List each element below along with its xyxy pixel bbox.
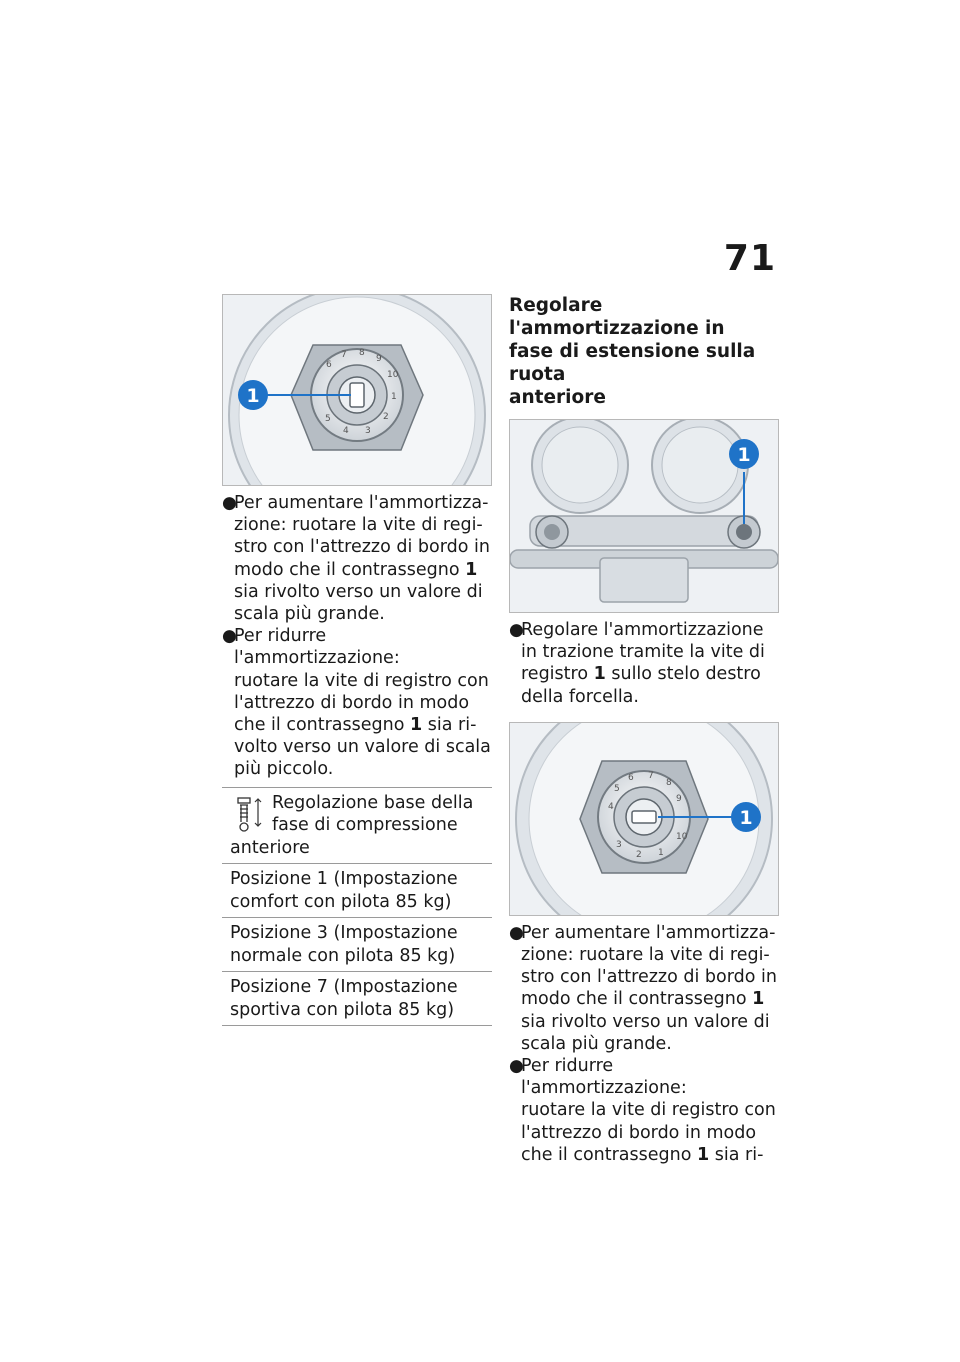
dial-number: 2 — [383, 412, 389, 422]
table-header-line: Regolazione base della — [272, 792, 474, 813]
text-line: stro con l'attrezzo di bordo in — [234, 537, 490, 558]
reference-number: 1 — [752, 989, 765, 1010]
figure-compression-adjuster — [222, 294, 492, 486]
right-column — [509, 294, 779, 1166]
text-line: sia ri- — [422, 715, 477, 736]
text-line: volto verso un valore di scala — [234, 737, 491, 758]
dial-number: 9 — [676, 793, 682, 804]
table-header — [222, 787, 492, 864]
compression-adjuster-illustration — [223, 295, 491, 485]
dial-number: 3 — [616, 839, 622, 850]
dial-number: 7 — [341, 350, 347, 360]
handlebar-fork-illustration — [510, 420, 778, 612]
rebound-adjuster-illustration — [510, 723, 778, 915]
section-heading: Regolare l'ammortizzazione in fase di estensione sulla ruota anteriore — [509, 295, 756, 408]
reference-number: 1 — [410, 715, 423, 736]
right-bottom-bullet-list — [509, 922, 779, 1166]
text-line: scala più grande. — [234, 604, 385, 625]
dial-number: 5 — [614, 783, 620, 794]
dial-number: 8 — [359, 348, 365, 358]
bullet-dot-icon: ● — [222, 493, 237, 513]
table-header-line: fase di compressione — [272, 815, 458, 836]
text-line: l'attrezzo di bordo in modo — [234, 692, 470, 713]
list-item: ● Regolare l'ammortizzazione in trazione tramite la vite di registro 1 sullo stelo destro della forcella. — [509, 620, 765, 707]
right-top-bullet-list — [509, 619, 779, 708]
dial-number: 9 — [376, 354, 382, 364]
list-item — [222, 492, 492, 625]
table-row — [222, 972, 492, 1026]
suspension-spring-icon — [234, 796, 264, 836]
bullet-dot-icon: ● — [509, 922, 524, 943]
reference-number: 1 — [593, 664, 606, 685]
dial-number: 4 — [608, 801, 614, 812]
figure-rebound-adjuster — [509, 722, 779, 916]
table-row — [222, 918, 492, 972]
dial-number: 3 — [365, 426, 371, 436]
list-item: ● Per aumentare l'ammortizza- zione: ruotare la vite di regi- stro con l'attrezzo di bordo in modo che il contrassegno 1 sia rivolto verso un valore di scala più grande. — [509, 922, 777, 1054]
text-line: più piccolo. — [234, 759, 334, 780]
callout-number: 1 — [739, 806, 753, 829]
dial-number: 4 — [343, 426, 349, 436]
bullet-dot-icon: ● — [222, 626, 237, 647]
page-number: 71 — [723, 238, 776, 279]
dial-number: 7 — [648, 770, 654, 781]
table-cell: Posizione 1 (Impostazione comfort con pilota 85 kg) — [222, 864, 492, 918]
text-line: sia rivolto verso un valore di — [234, 581, 483, 602]
table-row — [222, 864, 492, 918]
dial-number: 10 — [387, 370, 399, 380]
bullet-dot-icon: ● — [509, 620, 524, 640]
left-bullet-list — [222, 492, 492, 781]
reference-number: 1 — [465, 559, 478, 580]
bullet-dot-icon: ● — [509, 1056, 524, 1077]
dial-number: 10 — [676, 831, 688, 842]
figure-handlebar-fork — [509, 419, 779, 613]
table-cell: Posizione 7 (Impostazione sportiva con pilota 85 kg) — [222, 972, 492, 1026]
dial-number: 5 — [325, 414, 331, 424]
base-setting-table — [222, 787, 492, 1027]
callout-number: 1 — [246, 385, 260, 407]
dial-number: 2 — [636, 849, 642, 860]
reference-number: 1 — [697, 1144, 710, 1165]
text-line: zione: ruotare la vite di regi- — [234, 515, 483, 536]
dial-number: 1 — [658, 847, 664, 858]
callout-number: 1 — [737, 444, 751, 466]
text-line: ruotare la vite di registro con — [234, 670, 489, 691]
text-line: modo che il contrassegno — [234, 559, 466, 580]
dial-number: 1 — [391, 392, 397, 402]
text-line: Per aumentare l'ammortizza- — [234, 493, 489, 513]
dial-number: 8 — [666, 777, 672, 788]
text-line: Per ridurre l'ammortizzazione: — [234, 626, 400, 669]
dial-number: 6 — [326, 360, 332, 370]
text-line: che il contrassegno — [234, 715, 410, 736]
table-header-line: anteriore — [230, 837, 310, 858]
table-cell: Posizione 3 (Impostazione normale con pilota 85 kg) — [222, 918, 492, 972]
dial-number: 6 — [628, 772, 634, 783]
left-column — [222, 294, 492, 1026]
list-item: ● Per ridurre l'ammortizzazione: ruotare la vite di registro con l'attrezzo di bordo in modo che il contrassegno 1 sia ri- — [509, 1056, 776, 1165]
list-item — [222, 625, 492, 780]
